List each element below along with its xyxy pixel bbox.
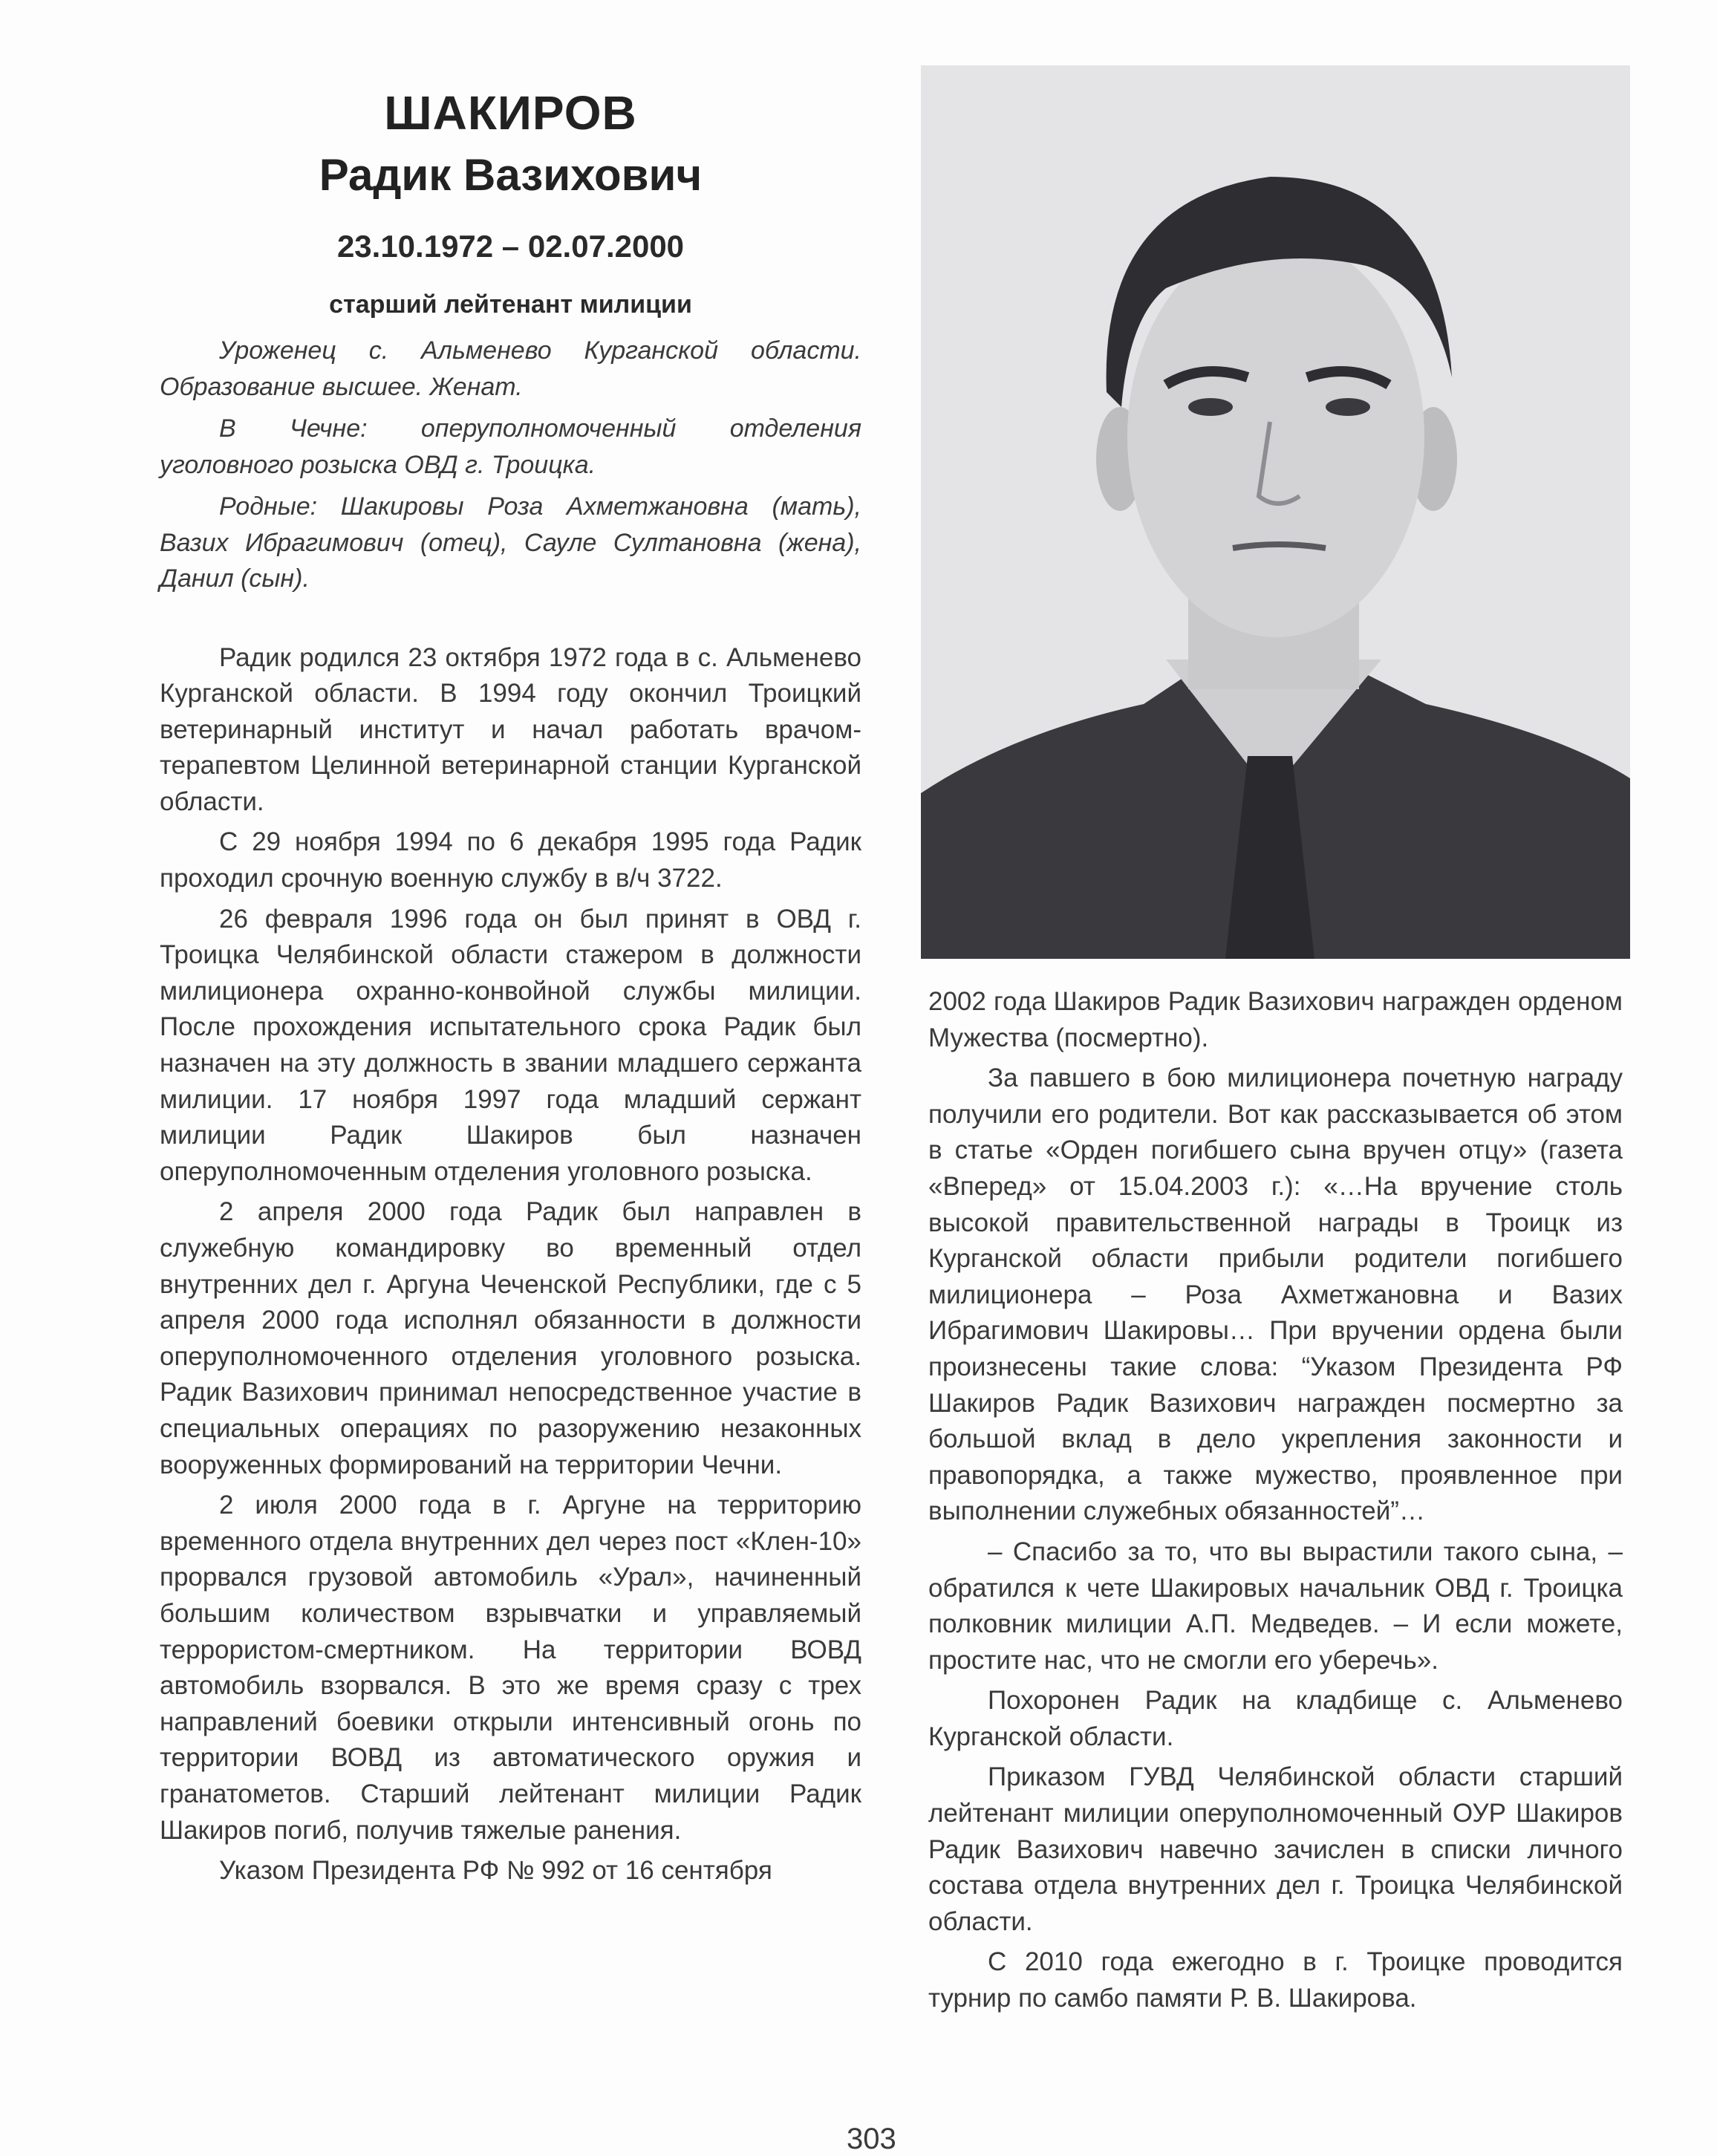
paragraph: 2 апреля 2000 года Радик был направлен в служебную командировку во временный отдел внутренних дел г. Аргуна Чеченской Республики, где с 5 апреля 2000 года исполнял обязанности в должности оперуполномоченного отделения уголовного розыска. Радик Вазихович принимал непосредственное участие в специальных операциях по разоружению незаконных вооруженных формирований на территории Чечни. bbox=[160, 1197, 861, 1479]
rank-label: старший лейтенант милиции bbox=[329, 290, 692, 319]
surname-heading: ШАКИРОВ bbox=[384, 86, 637, 140]
bio-summary bbox=[160, 333, 861, 597]
page-number: 303 bbox=[847, 2123, 896, 2155]
paragraph: 2 июля 2000 года в г. Аргуне на территорию временного отдела внутренних дел через пост «Клен-10» прорвался грузовой автомобиль «Урал», начиненный большим количеством взрывчатки и управляемый террористом-смертником. На территории ВОВД автомобиль взорвался. В это же время сразу с трех направлений боевики открыли интенсивный огонь по территории ВОВД из автоматического оружия и гранатометов. Старший лейтенант милиции Радик Шакиров погиб, получив тяжелые ранения. bbox=[160, 1491, 861, 1845]
paragraph: С 29 ноября 1994 по 6 декабря 1995 года Радик проходил срочную военную службу в в/ч 3722. bbox=[160, 827, 861, 893]
bio-chechnya-position: В Чечне: оперуполномоченный отделения уголовного розыска ОВД г. Троицка. bbox=[160, 414, 861, 479]
paragraph: Указом Президента РФ № 992 от 16 сентября bbox=[219, 1856, 772, 1886]
portrait-photo bbox=[921, 65, 1630, 959]
article-body-right bbox=[928, 984, 1623, 2017]
paragraph-continuation: 2002 года Шакиров Радик Вазихович награжден орденом Мужества (посмертно). bbox=[928, 987, 1623, 1052]
bio-birthplace: Уроженец с. Альменево Курганской области. Образование высшее. Женат. bbox=[160, 336, 861, 401]
bio-relatives: Родные: Шакировы Роза Ахметжановна (мать), Вазих Ибрагимович (отец), Сауле Султановна (жена), Данил (сын). bbox=[160, 492, 861, 593]
paragraph: С 2010 года ежегодно в г. Троицке проводится турнир по самбо памяти Р. В. Шакирова. bbox=[928, 1947, 1623, 2013]
right-column bbox=[928, 984, 1623, 2017]
left-column bbox=[160, 74, 861, 1889]
paragraph: 26 февраля 1996 года он был принят в ОВД г. Троицка Челябинской области стажером в должности милиционера охранно-конвойной службы милиции. После прохождения испытательного срока Радик был назначен на эту должность в звании младшего сержанта милиции. 17 ноября 1997 года младший сержант милиции Радик Шакиров был назначен оперуполномоченным отделения уголовного розыска. bbox=[160, 904, 861, 1186]
name-heading: Радик Вазихович bbox=[319, 150, 703, 200]
paragraph: Радик родился 23 октября 1972 года в с. Альменево Курганской области. В 1994 году окончил Троицкий ветеринарный институт и начал работать врачом-терапевтом Целинной ветеринарной станции Курганской области. bbox=[160, 642, 861, 816]
paragraph: – Спасибо за то, что вы вырастили такого сына, – обратился к чете Шакировых начальник ОВД г. Троицка полковник милиции А.П. Медведев. – И если можете, простите нас, что не смогли его уберечь». bbox=[928, 1537, 1623, 1675]
article-body-left bbox=[160, 640, 861, 1889]
paragraph: Похоронен Радик на кладбище с. Альменево Курганской области. bbox=[928, 1686, 1623, 1751]
portrait-image bbox=[921, 65, 1630, 959]
paragraph: Приказом ГУВД Челябинской области старший лейтенант милиции оперуполномоченный ОУР Шакиров Радик Вазихович навечно зачислен в списки личного состава отдела внутренних дел г. Троицка Челябинской области. bbox=[928, 1762, 1623, 1936]
life-dates: 23.10.1972 – 02.07.2000 bbox=[336, 229, 685, 264]
paragraph: За павшего в бою милиционера почетную награду получили его родители. Вот как рассказывается об этом в статье «Орден погибшего сына вручен отцу» (газета «Вперед» от 15.04.2003 г.): «…На вручение столь высокой правительственной награды в Троицк из Курганской области прибыли родители погибшего милиционера – Роза Ахметжановна и Вазих Ибрагимович Шакировы… При вручении ордена были произнесены такие слова: “Указом Президента РФ Шакиров Радик Вазихович награжден посмертно за большой вклад в дело укрепления законности и правопорядка, а также мужество, проявленное при выполнении служебных обязанностей”… bbox=[928, 1064, 1623, 1526]
